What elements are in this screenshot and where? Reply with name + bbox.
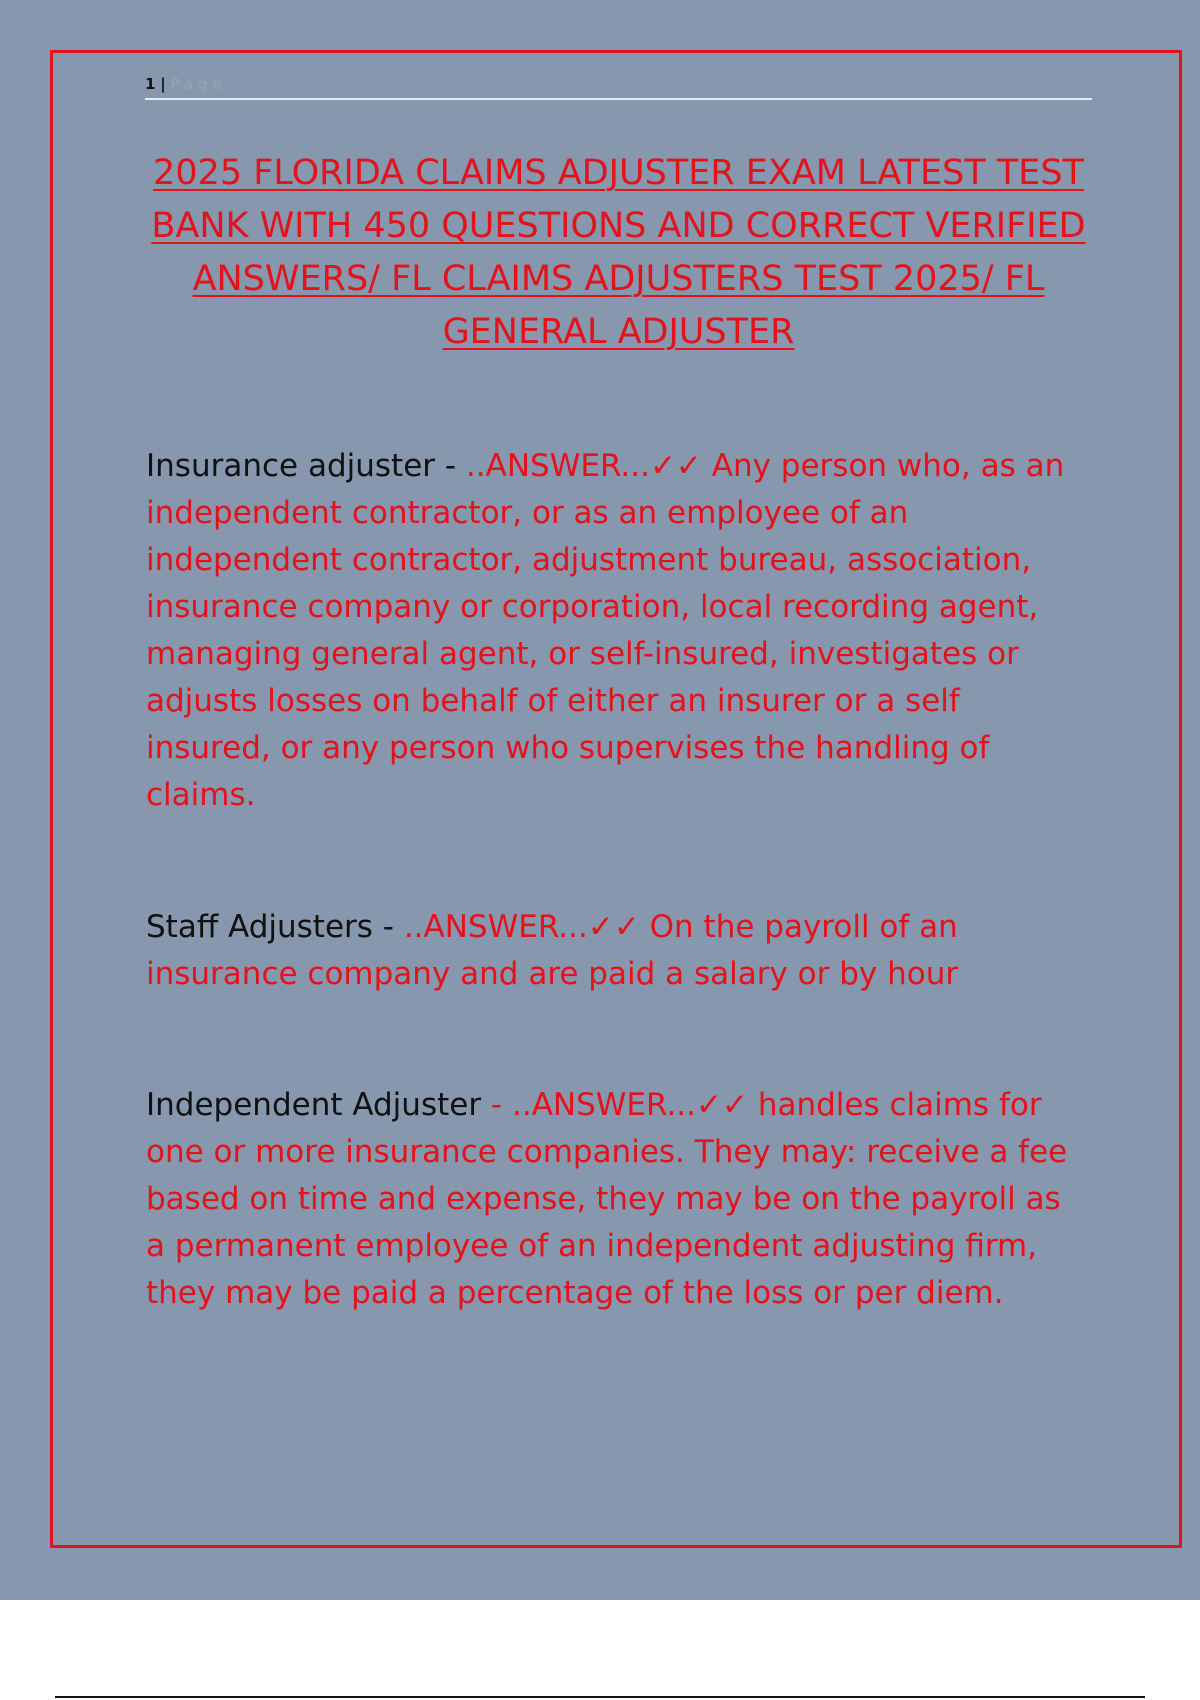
document-title: 2025 FLORIDA CLAIMS ADJUSTER EXAM LATEST TEST BANK WITH 450 QUESTIONS AND CORRECT VERIFIED ANSWERS/ FL CLAIMS ADJUSTERS TEST 2025/ FL GENERAL ADJUSTER — [151, 153, 1086, 352]
answer-marker: ..ANSWER...✓✓ — [465, 448, 712, 484]
entry-term: Independent Adjuster — [146, 1087, 482, 1123]
entry-separator: - — [481, 1087, 512, 1123]
entry-answer: On the payroll of an insurance company and are paid a salary or by hour — [146, 909, 959, 992]
page-header — [145, 72, 1092, 100]
qa-entry-insurance-adjuster — [146, 443, 1086, 819]
entry-answer: Any person who, as an independent contractor, or as an employee of an independent contractor, adjustment bureau, association, insurance company or corporation, local recording agent, managing general agent, or self-insured, investigates or adjusts losses on behalf of either an insurer or a self insured, or any person who supervises the handling of claims. — [146, 448, 1065, 813]
qa-entry-independent-adjuster — [146, 1082, 1086, 1317]
qa-entry-staff-adjusters — [146, 904, 1086, 998]
answer-marker: ..ANSWER...✓✓ — [511, 1087, 758, 1123]
entry-answer: handles claims for one or more insurance companies. They may: receive a fee based on time and expense, they may be on the payroll as a permanent employee of an independent adjusting firm, they may be paid a percentage of the loss or per diem. — [146, 1087, 1068, 1311]
page-separator: | — [160, 75, 166, 93]
page-number: 1 — [145, 75, 156, 93]
entry-term: Insurance adjuster — [146, 448, 436, 484]
entry-term: Staff Adjusters — [146, 909, 373, 945]
answer-marker: ..ANSWER...✓✓ — [403, 909, 650, 945]
bottom-divider — [55, 1696, 1145, 1698]
entry-separator: - — [435, 448, 466, 484]
page-label: Page — [170, 75, 227, 93]
entry-separator: - — [372, 909, 404, 945]
